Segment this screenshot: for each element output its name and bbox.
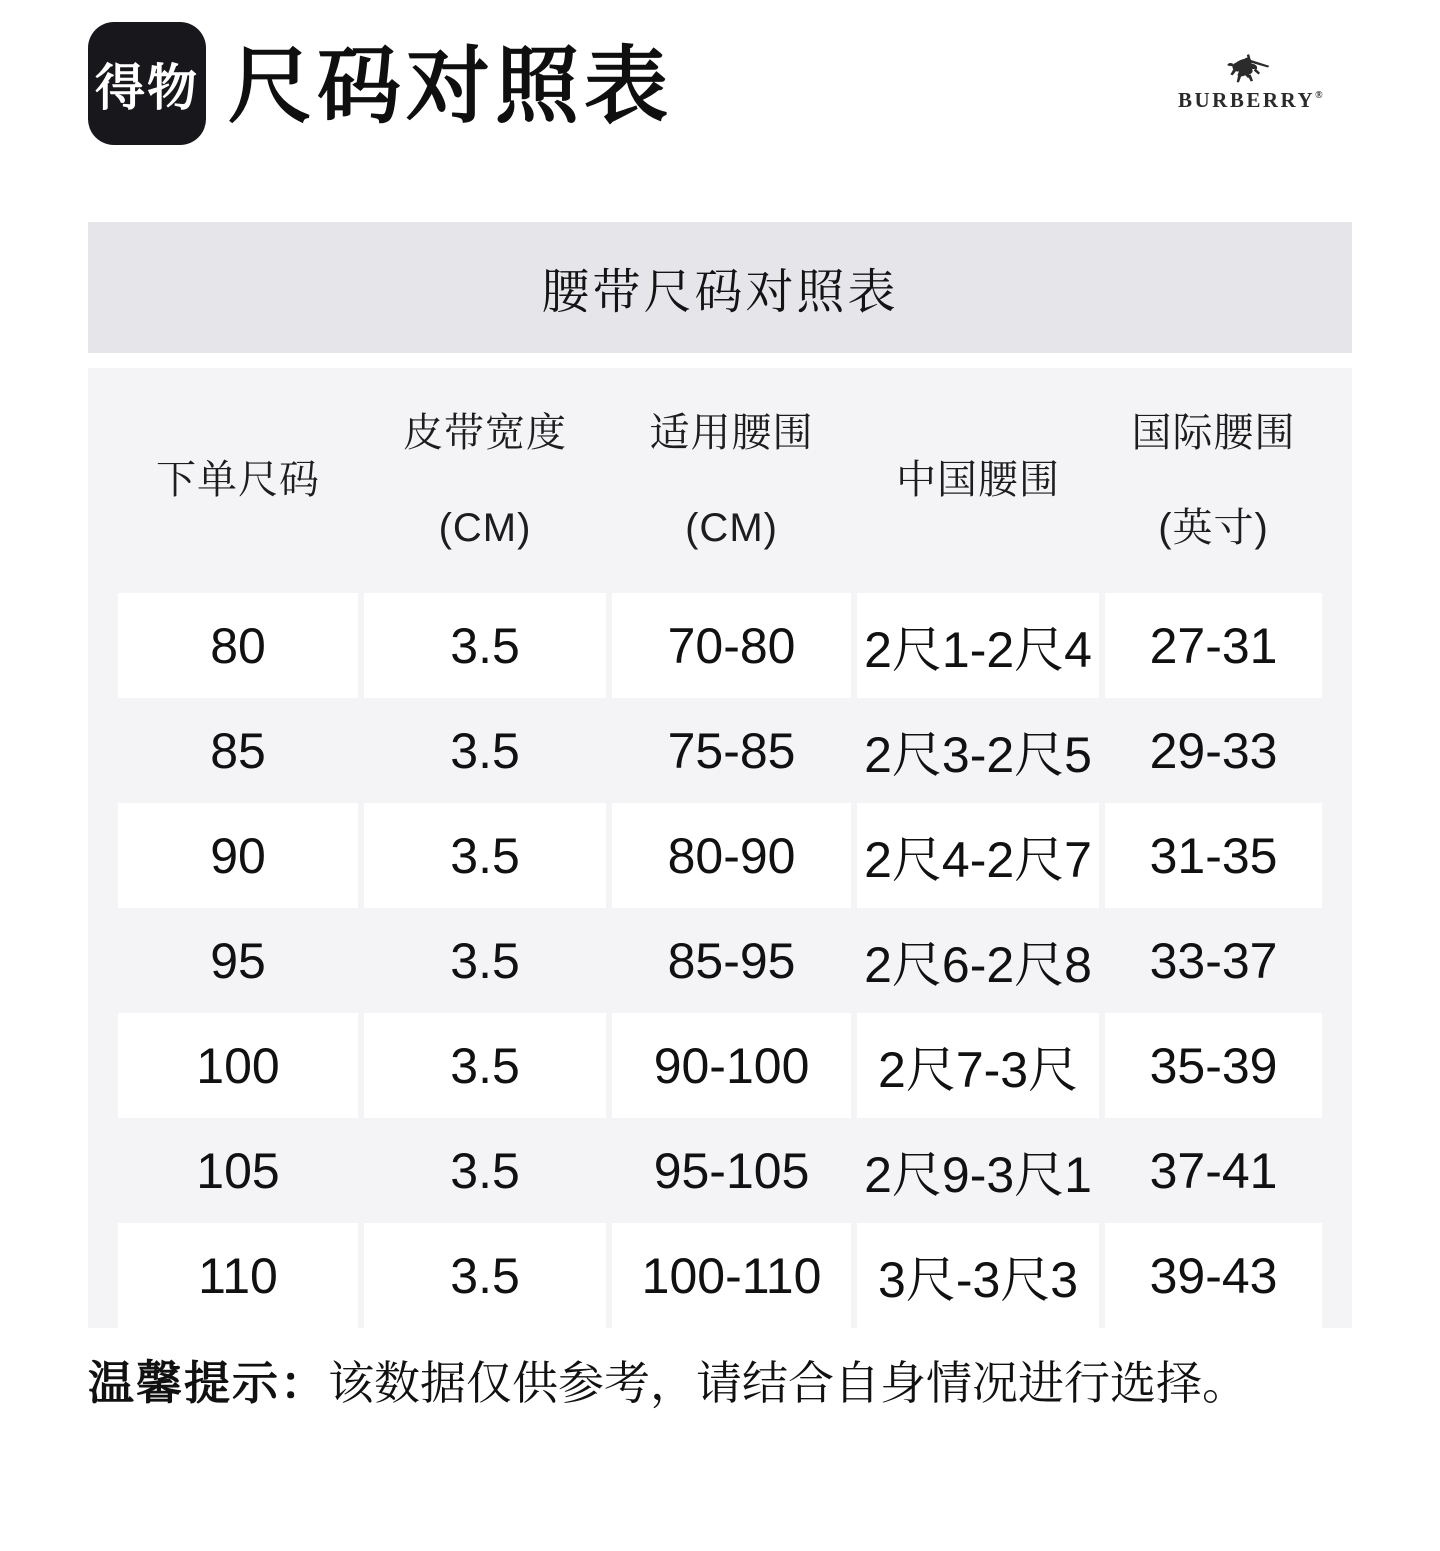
column-label: 皮带宽度 (403, 410, 568, 455)
table-cell: 110 (118, 1223, 358, 1328)
table-cell: 31-35 (1105, 803, 1322, 908)
table-cell: 2尺4-2尺7 (857, 803, 1099, 908)
burberry-wordmark (1178, 88, 1323, 113)
table-title-bar (88, 222, 1352, 353)
table-cell: 80 (118, 593, 358, 698)
column-label: 适用腰围 (649, 410, 814, 455)
table-cell: 105 (196, 1142, 280, 1199)
column-label: 国际腰围 (1131, 410, 1296, 455)
column-header-3 (612, 368, 851, 593)
column-sublabel: (英寸) (1158, 505, 1269, 550)
table-cell: 95 (210, 932, 266, 989)
table-cell: 80-90 (612, 803, 851, 908)
column-header-5 (1105, 368, 1322, 593)
table-cell: 100-110 (612, 1223, 851, 1328)
burberry-knight-icon (1221, 52, 1271, 86)
dewu-logo-text: 得物 (95, 59, 199, 116)
table-cell: 3.5 (450, 1142, 520, 1199)
table-cell: 3.5 (450, 722, 520, 779)
table-body (88, 593, 1352, 1328)
table-row (88, 803, 1352, 908)
table-cell: 100 (118, 1013, 358, 1118)
table-row (88, 1013, 1352, 1118)
table-row (88, 698, 1352, 803)
table-cell: 33-37 (1149, 932, 1278, 989)
page-header (0, 0, 1440, 222)
table-cell: 90 (118, 803, 358, 908)
table-row (88, 1118, 1352, 1223)
table-row (88, 593, 1352, 698)
table-row (88, 908, 1352, 1013)
table-cell: 2尺3-2尺5 (864, 726, 1092, 783)
table-header-row (88, 368, 1352, 593)
table-cell: 27-31 (1105, 593, 1322, 698)
table-cell: 90-100 (612, 1013, 851, 1118)
column-label: 下单尺码 (156, 458, 320, 502)
table-cell: 2尺9-3尺1 (864, 1146, 1092, 1203)
table-cell: 2尺1-2尺4 (857, 593, 1099, 698)
column-sublabel: (CM) (685, 505, 778, 550)
burberry-name: BURBERRY (1178, 88, 1316, 112)
table-cell: 3.5 (364, 1013, 606, 1118)
note (88, 1354, 1352, 1412)
table-cell: 3.5 (364, 1223, 606, 1328)
column-label: 中国腰围 (896, 458, 1061, 502)
table-cell: 3.5 (450, 932, 520, 989)
table-cell: 37-41 (1149, 1142, 1278, 1199)
table-cell: 70-80 (612, 593, 851, 698)
dewu-logo (88, 22, 206, 145)
table-cell: 3尺-3尺3 (857, 1223, 1099, 1328)
page-title: 尺码对照表 (228, 39, 674, 133)
table-cell: 75-85 (667, 722, 796, 779)
table-cell: 39-43 (1105, 1223, 1322, 1328)
burberry-brand (1178, 52, 1323, 113)
column-header-2 (364, 368, 606, 593)
column-header-1 (118, 368, 358, 593)
table-cell: 85 (210, 722, 266, 779)
registered-mark: ® (1315, 90, 1323, 101)
column-header-4 (857, 368, 1099, 593)
table-cell: 2尺6-2尺8 (864, 936, 1092, 993)
note-prefix: 温馨提示： (88, 1357, 328, 1409)
table-cell: 85-95 (667, 932, 796, 989)
size-table (88, 368, 1352, 1328)
table-cell: 3.5 (364, 593, 606, 698)
table-cell: 2尺7-3尺 (857, 1013, 1099, 1118)
column-sublabel: (CM) (438, 505, 532, 550)
table-cell: 35-39 (1105, 1013, 1322, 1118)
note-text: 该数据仅供参考，请结合自身情况进行选择。 (328, 1357, 1248, 1409)
table-cell: 29-33 (1149, 722, 1278, 779)
table-title: 腰带尺码对照表 (541, 266, 899, 319)
table-cell: 3.5 (364, 803, 606, 908)
table-cell: 95-105 (653, 1142, 810, 1199)
table-row (88, 1223, 1352, 1328)
